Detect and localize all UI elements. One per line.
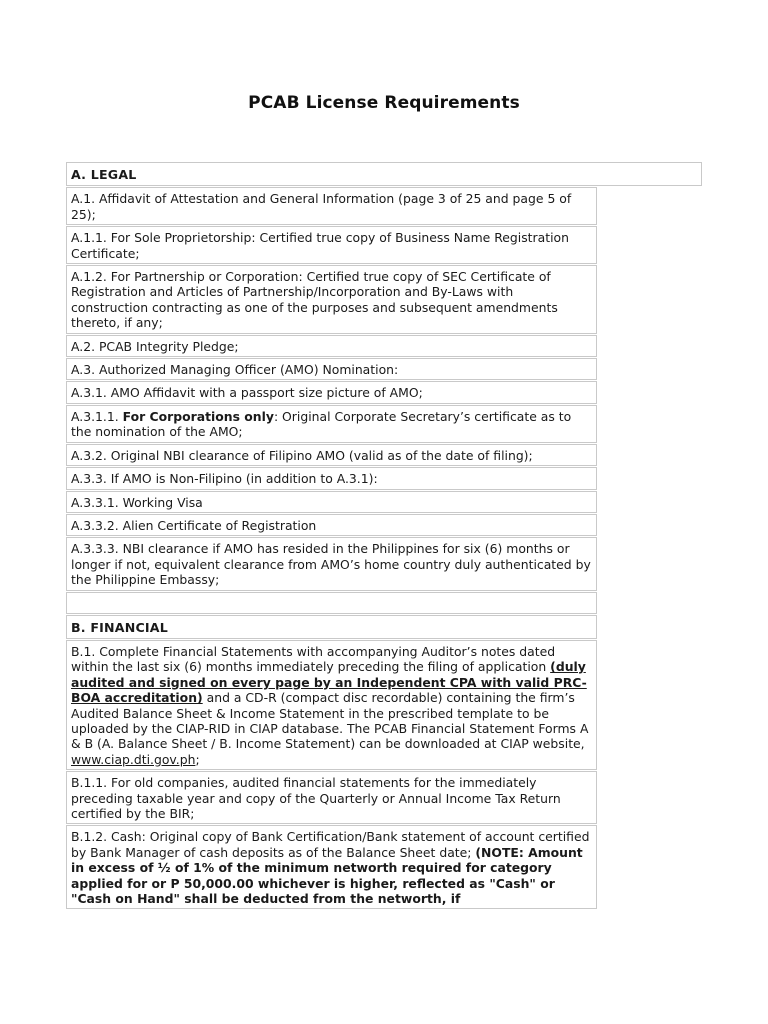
requirement-b1-end: ; — [195, 751, 200, 767]
requirements-table — [66, 162, 702, 922]
requirement-b1-1: B.1.1. For old companies, audited financial statements for the immediately preceding taxable year and copy of the Quarterly or Annual Income Tax Return certified by the BIR; — [66, 771, 597, 824]
table-row — [66, 444, 702, 467]
requirement-b1-2 — [66, 825, 597, 909]
requirement-a3-1-1-emphasis: For Corporations only — [122, 408, 274, 424]
table-row — [66, 771, 702, 825]
table-row — [66, 825, 702, 910]
requirement-a3-1: A.3.1. AMO Affidavit with a passport size picture of AMO; — [66, 381, 597, 403]
section-heading-legal: A. LEGAL — [66, 162, 702, 186]
requirement-b1-text-continued: and a CD-R (compact disc recordable) containing the firm’s Audited Balance Sheet & Income Statement in the prescribed template to be uploaded by the CIAP-RID in CIAP database. The PCAB Financial Statement Forms A & B (A. Balance Sheet / B. Income Statement) can be downloaded at CIAP website, — [71, 690, 589, 752]
table-row — [66, 265, 702, 335]
requirement-a3-1-1-text: : Original Corporate Secretary’s certificate as to the nomination of the AMO; — [71, 408, 572, 440]
table-row — [66, 491, 702, 514]
table-row — [66, 514, 702, 537]
requirement-a3-3-1: A.3.3.1. Working Visa — [66, 491, 597, 513]
page-title: PCAB License Requirements — [248, 93, 520, 113]
requirement-b1-2-note: (NOTE: Amount in excess of ½ of 1% of the minimum networth required for category applied for or P 50,000.00 whichever is higher, reflected as "Cash" or "Cash on Hand" shall be deducted from the networth, if — [71, 844, 583, 907]
requirement-a3-1-1-prefix: A.3.1.1. — [71, 408, 123, 424]
section-heading-financial: B. FINANCIAL — [66, 615, 597, 639]
table-row — [66, 405, 702, 444]
requirement-a3-1-1 — [66, 405, 597, 443]
table-row — [66, 640, 702, 771]
requirement-a2: A.2. PCAB Integrity Pledge; — [66, 335, 597, 357]
table-row — [66, 335, 702, 358]
requirement-a3-3: A.3.3. If AMO is Non-Filipino (in addition to A.3.1): — [66, 467, 597, 489]
table-row — [66, 162, 702, 187]
table-row — [66, 226, 702, 265]
table-row — [66, 358, 702, 381]
requirement-b1-2-text: B.1.2. Cash: Original copy of Bank Certification/Bank statement of account certified by Bank Manager of cash deposits as of the Balance Sheet date; — [71, 829, 590, 860]
requirement-a3-3-3: A.3.3.3. NBI clearance if AMO has resided in the Philippines for six (6) months or longer if not, equivalent clearance from AMO’s home country duly authenticated by the Philippine Embassy; — [66, 537, 597, 590]
table-row — [66, 592, 702, 615]
ciap-website-link[interactable]: www.ciap.dti.gov.ph — [71, 751, 196, 767]
table-row — [66, 187, 702, 226]
empty-row — [66, 592, 597, 614]
table-row — [66, 467, 702, 490]
requirement-b1-text: B.1. Complete Financial Statements with accompanying Auditor’s notes dated within the last six (6) months immediately preceding the filing of application — [71, 643, 556, 675]
table-row — [66, 615, 702, 640]
requirement-a3-3-2: A.3.3.2. Alien Certificate of Registration — [66, 514, 597, 536]
table-row — [66, 537, 702, 591]
requirement-a1-1: A.1.1. For Sole Proprietorship: Certified true copy of Business Name Registration Certificate; — [66, 226, 597, 264]
requirement-a1: A.1. Affidavit of Attestation and General Information (page 3 of 25 and page 5 of 25); — [66, 187, 597, 225]
requirement-a3-2: A.3.2. Original NBI clearance of Filipino AMO (valid as of the date of filing); — [66, 444, 597, 466]
requirement-a3: A.3. Authorized Managing Officer (AMO) Nomination: — [66, 358, 597, 380]
table-row — [66, 381, 702, 404]
requirement-a1-2: A.1.2. For Partnership or Corporation: Certified true copy of SEC Certificate of Registration and Articles of Partnership/Incorporation and By-Laws with construction contracting as one of the purposes and subsequent amendments thereto, if any; — [66, 265, 597, 334]
requirement-b1-emphasis: (duly audited and signed on every page by an Independent CPA with valid PRC-BOA accreditation) — [71, 659, 587, 706]
requirement-b1 — [66, 640, 597, 770]
